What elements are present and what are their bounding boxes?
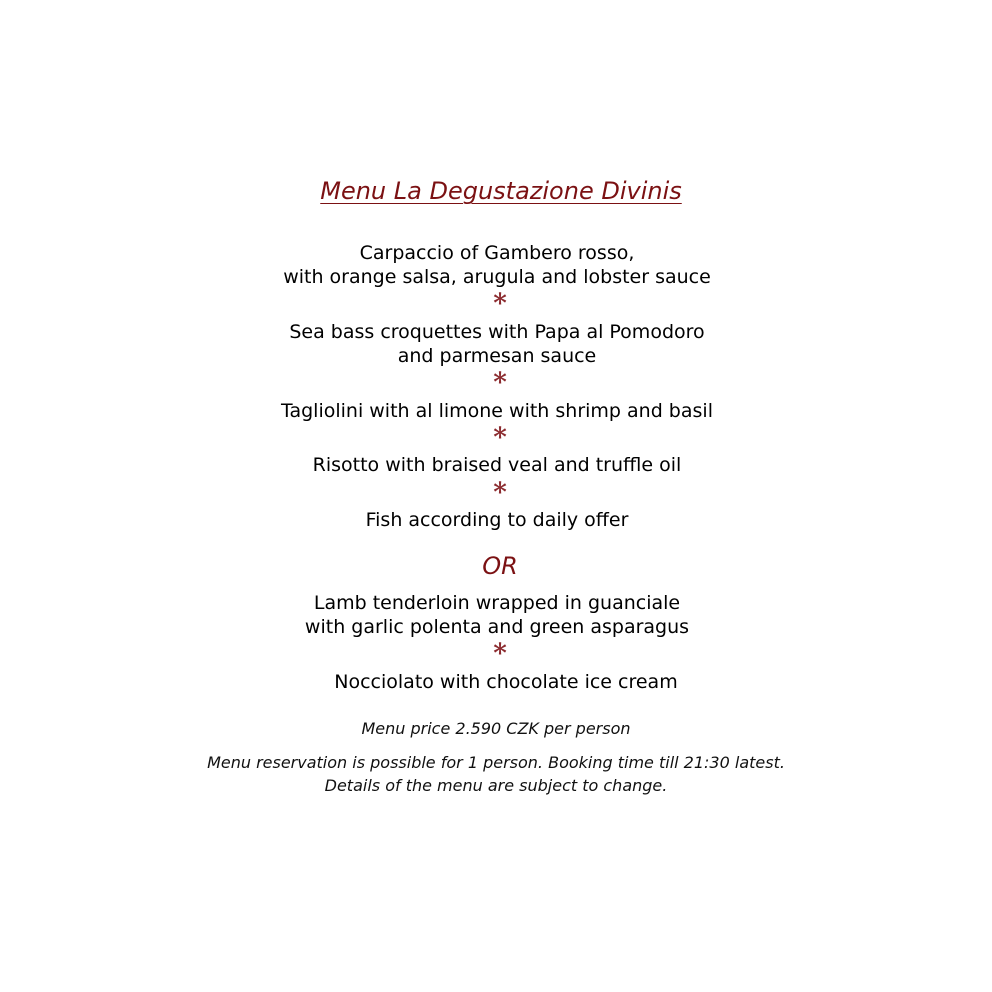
disclaimer: Details of the menu are subject to change. [324, 776, 668, 795]
reservation-info: Menu reservation is possible for 1 person. Booking time till 21:30 latest. [207, 753, 785, 772]
dish-carpaccio [0, 241, 992, 289]
menu-title: Menu La Degustazione Divinis [320, 177, 682, 205]
or-label: OR [482, 552, 518, 580]
dish-line: Nocciolato with chocolate ice cream [334, 671, 678, 693]
course-separator: * [493, 423, 507, 453]
dish-line: Sea bass croquettes with Papa al Pomodoro [289, 321, 705, 343]
dish-lamb [0, 591, 992, 639]
dish-sea-bass [0, 320, 992, 368]
course-separator: * [493, 639, 507, 669]
dish-line: with garlic polenta and green asparagus [304, 616, 690, 638]
dish-line: Carpaccio of Gambero rosso, [359, 242, 635, 264]
course-separator: * [493, 289, 507, 319]
dish-fish [0, 508, 992, 532]
dish-line: Risotto with braised veal and truffle oil [312, 454, 682, 476]
reservation-notes [0, 751, 992, 797]
dish-line: Lamb tenderloin wrapped in guanciale [313, 592, 681, 614]
menu-price: Menu price 2.590 CZK per person [361, 719, 631, 738]
dish-line: and parmesan sauce [397, 345, 597, 367]
dish-dessert [0, 670, 992, 694]
dish-line: Fish according to daily offer [365, 509, 629, 531]
dish-line: with orange salsa, arugula and lobster sauce [283, 266, 711, 288]
dish-tagliolini [0, 399, 992, 423]
dish-line: Tagliolini with al limone with shrimp and basil [281, 400, 713, 422]
dish-risotto [0, 453, 992, 477]
course-separator: * [493, 368, 507, 398]
course-separator: * [493, 478, 507, 508]
